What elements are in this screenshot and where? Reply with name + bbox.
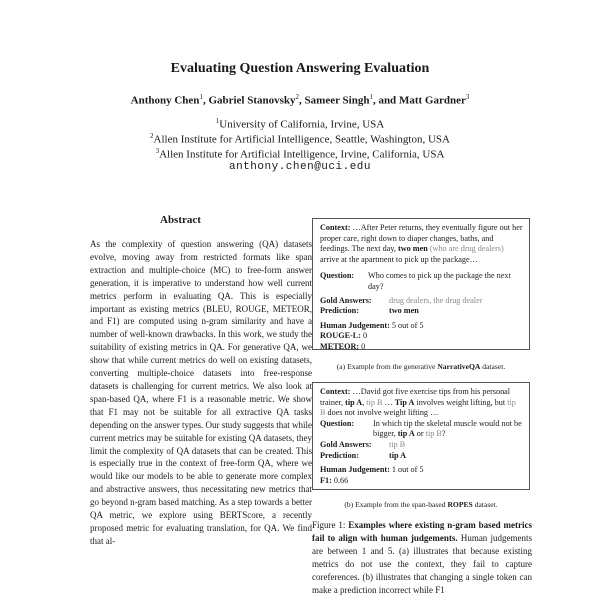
- context-block: [320, 223, 523, 265]
- paper-title: Evaluating Question Answering Evaluation: [170, 61, 430, 76]
- caption-dataset: NarrativeQA: [437, 362, 481, 371]
- human-judgement: [320, 321, 523, 332]
- meteor-value: 0: [361, 341, 366, 351]
- tip-a: tip A: [345, 397, 363, 407]
- prediction-row: [320, 306, 523, 317]
- author-mark: 1: [199, 93, 203, 101]
- affiliation-text: Allen Institute for Artificial Intelligence, Seattle, Washington, USA: [153, 133, 450, 146]
- question-or: or: [414, 429, 426, 439]
- prediction-row: [320, 451, 523, 462]
- author-mark: 2: [295, 93, 300, 101]
- human-label: Human Judgement:: [320, 320, 390, 330]
- gold-label: Gold Answers:: [320, 295, 372, 305]
- caption-dataset: ROPES: [447, 500, 473, 509]
- question-label: Question:: [320, 418, 355, 428]
- author-name: Matt Gardner: [398, 94, 466, 107]
- question-body: In which tip the skeletal muscle would not be bigger,: [373, 418, 522, 439]
- tip-b: tip B: [425, 429, 442, 439]
- gold-value: tip B: [389, 439, 406, 449]
- affiliation: [0, 147, 600, 161]
- example-box-narrativeqa: [312, 218, 530, 350]
- prediction-label: Prediction:: [320, 450, 359, 460]
- question-text: Who comes to pick up the package the next day?: [368, 271, 511, 291]
- tip-b: tip B: [366, 397, 383, 407]
- affiliation: [0, 117, 600, 131]
- author-name: Sameer Singh: [304, 94, 370, 107]
- caption-text-end: dataset.: [480, 362, 506, 371]
- gold-label: Gold Answers:: [320, 439, 372, 449]
- gold-row: [320, 440, 523, 451]
- context-text: …: [382, 397, 395, 407]
- tip-a: Tip A: [394, 397, 415, 407]
- abstract-body: [90, 238, 312, 548]
- f1-label: F1:: [320, 475, 332, 485]
- human-value: 5 out of 5: [391, 320, 424, 330]
- affiliation-mark: 3: [155, 147, 160, 155]
- prediction-value: tip A: [389, 450, 407, 460]
- prediction-value: two men: [389, 306, 419, 316]
- abstract-heading: Abstract: [160, 214, 201, 226]
- question-row: [320, 419, 523, 440]
- affiliation-mark: 2: [150, 132, 154, 140]
- context-text: …After Peter returns, they eventually figure out her proper care, right down to diaper changes, baths, and feedings. The next day,: [320, 223, 523, 254]
- author-mark: 3: [465, 93, 470, 101]
- f1-value: 0.66: [333, 475, 349, 485]
- rouge-score: [320, 331, 523, 342]
- meteor-label: METEOR:: [320, 341, 360, 351]
- human-value: 1 out of 5: [391, 465, 424, 475]
- context-highlight: two men: [397, 244, 428, 254]
- meteor-score: [320, 342, 523, 353]
- figure-caption-bold: Examples where existing n-gram based metrics fail to align with human judgements.: [312, 520, 533, 543]
- human-label: Human Judgement:: [320, 465, 390, 475]
- context-text: does not involve weight lifting …: [325, 408, 439, 418]
- context-separator: ,: [362, 397, 367, 407]
- author-name: Gabriel Stanovsky: [208, 94, 296, 107]
- human-judgement: [320, 465, 523, 476]
- gold-value: drug dealers, the drug dealer: [389, 295, 483, 305]
- gold-row: [320, 296, 523, 307]
- author-email: anthony.chen@uci.edu: [228, 161, 372, 173]
- abstract-text: As the complexity of question answering (QA) datasets evolve, moving away from restricted formats like span extraction and multiple-choice (MC) to free-form answer generation, it is imperative to understand how well current metrics perform in evaluating QA. This is especially important as existing metrics (BLEU, ROUGE, METEOR, and F1) are computed using n-gram similarity and have a number of well-known drawbacks. In this work, we study the suitability of existing metrics in QA. For generative QA, we show that while current metrics do well on existing datasets, converting multiple-choice datasets into free-response datasets is challenging for current metrics. We also look at span-based QA, where F1 is a reasonable metric. We show that F1 may not be suitable for all extractive QA tasks depending on the answer types. Our study suggests that while current metrics may be suitable for existing QA datasets, they limit the complexity of QA datasets that can be created. This is especially true in the context of free-form QA, where we would like our models to be able to generate more complex and abstractive answers, thus necessitating new metrics that go beyond n-gram based matching. As a step towards a better QA metric, we explore using BERTScore, a recently proposed metric for evaluating translation, for QA. We find that al-: [90, 239, 312, 546]
- figure-label: Figure 1:: [312, 520, 346, 530]
- context-text: …David got five exercise tips from his personal trainer,: [320, 387, 511, 407]
- context-label: Context:: [320, 387, 351, 396]
- context-gold-span: (who are drug dealers): [427, 244, 504, 254]
- affiliation-text: Allen Institute for Artificial Intelligence, Irvine, California, USA: [159, 148, 445, 161]
- context-label: Context:: [320, 223, 351, 232]
- figure-caption-text: Human judgements are between 1 and 5. (a) illustrates that because existing metrics do not use the context, they fail to capture coreferences. (b) illustrates that changing a single token can make a prediction incorrect while F1: [312, 532, 532, 595]
- caption-text-end: dataset.: [472, 500, 498, 509]
- question-end: ?: [441, 429, 446, 439]
- affiliation-text: University of California, Irvine, USA: [219, 118, 385, 131]
- question-label: Question:: [320, 271, 355, 281]
- rouge-value: 0: [362, 331, 368, 341]
- tip-a: tip A: [397, 429, 415, 439]
- author-mark: 1: [369, 93, 373, 101]
- caption-text: (a) Example from the generative: [336, 362, 438, 371]
- rouge-label: ROUGE-L:: [320, 331, 361, 341]
- caption-text: (b) Example from the span-based: [344, 500, 448, 509]
- question-text: [373, 419, 523, 440]
- prediction-label: Prediction:: [320, 306, 359, 316]
- author-list: Anthony Chen$^1$, Gabriel Stanovsky$^2$, Sameer Singh$^1$, and Matt Gardner$^3$: [130, 93, 470, 107]
- subcaption-a: [312, 362, 530, 371]
- affiliation-mark: 1: [215, 117, 220, 125]
- example-box-ropes: [312, 382, 530, 490]
- context-text-end: arrive at the apartment to pick up the package…: [320, 254, 478, 264]
- question-row: [320, 271, 523, 292]
- author-name: Anthony Chen: [130, 94, 200, 107]
- tip-b: tip B: [320, 397, 516, 418]
- figure-caption: [312, 519, 532, 596]
- context-block: [320, 387, 523, 419]
- affiliation: [0, 132, 600, 146]
- subcaption-b: [312, 500, 530, 509]
- f1-score: [320, 476, 523, 487]
- context-text: involves weight lifting, but: [414, 397, 508, 407]
